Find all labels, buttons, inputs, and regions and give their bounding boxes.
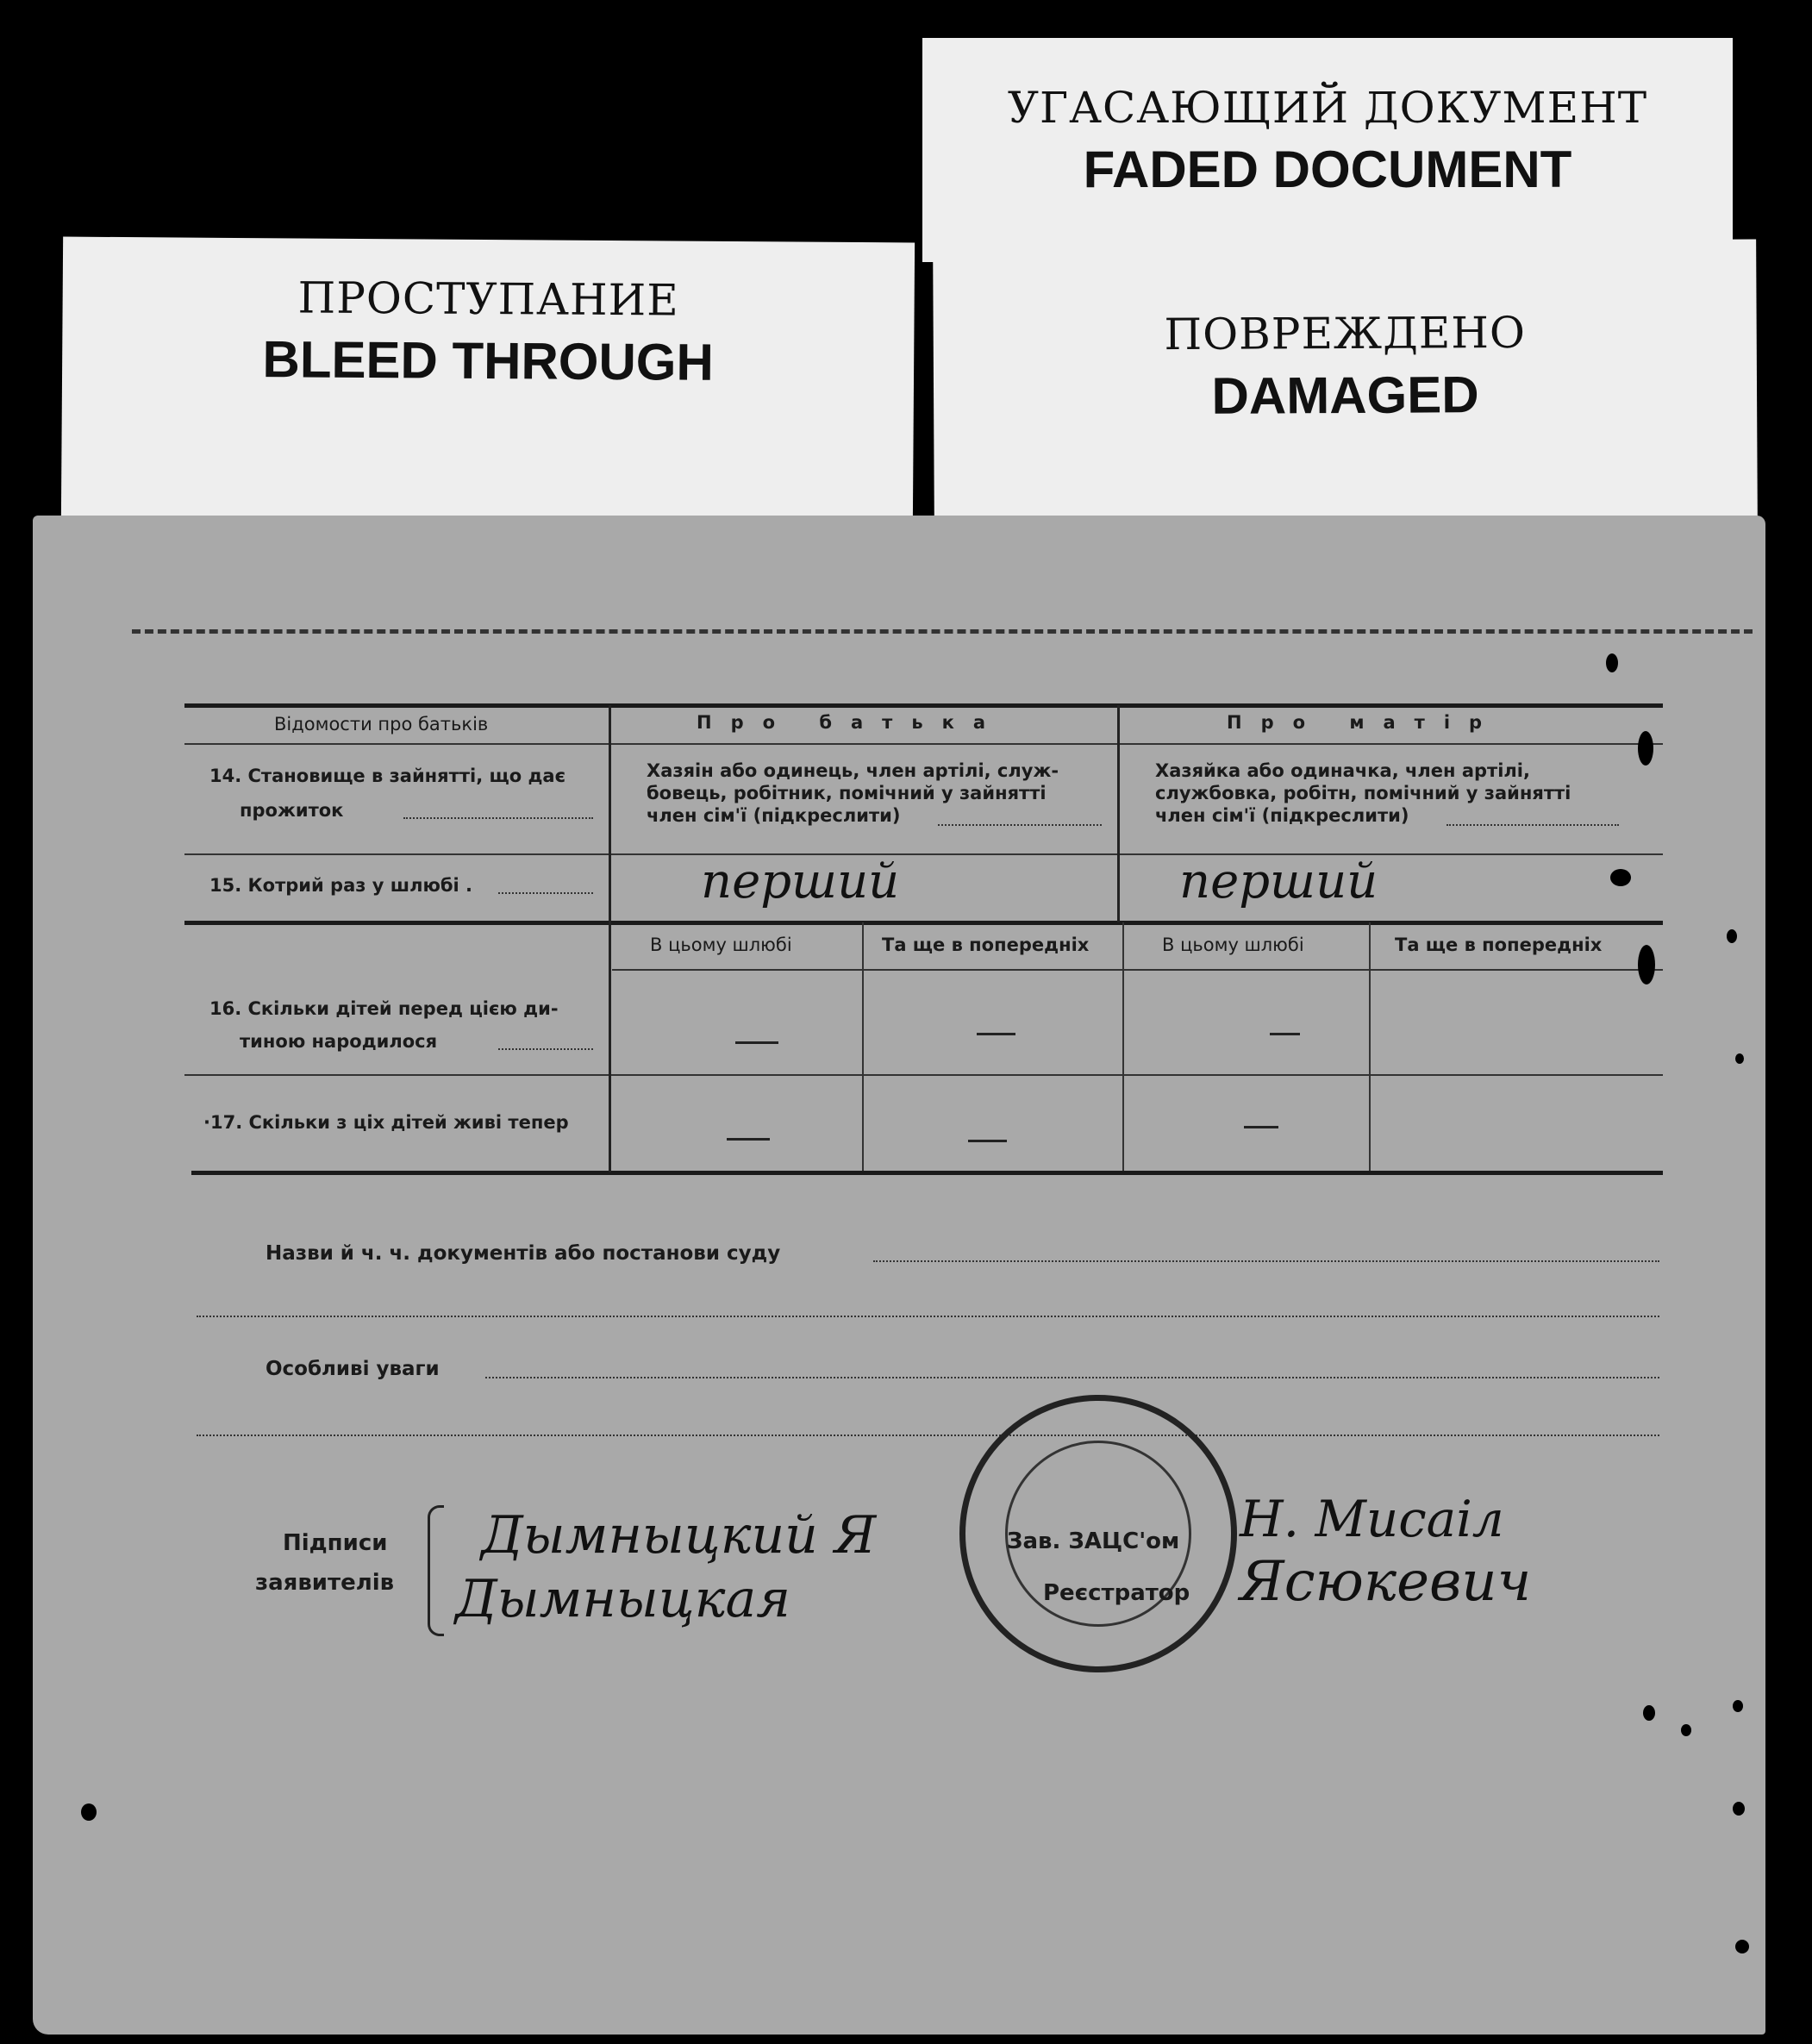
damage-hole [1606,653,1618,672]
faded-document-label [922,38,1733,262]
row15-father-value: перший [701,853,900,909]
damage-hole [81,1803,97,1821]
registrar-label: Реєстратор [1043,1580,1190,1606]
remarks-label: Особливі уваги [266,1358,440,1380]
father-previous-header: Та ще в попередніх [882,934,1090,955]
applicant-signature-2: Дымныцкая [455,1569,790,1629]
table-bottom-rule [191,1171,1663,1175]
signatures-label-line2: заявителів [255,1570,395,1596]
row16-label-line1: 16. Скільки дітей перед цією ди- [209,998,559,1019]
row14-label-line2: прожиток [240,800,344,821]
col-divider-1 [609,705,611,1172]
row14-father-line2: бовець, робітник, помічний у зайнятті [647,783,1047,803]
header-rule [184,743,1663,745]
col-divider-4 [1122,922,1124,1171]
applicant-signature-1: Дымныцкий Я [481,1505,877,1566]
damage-hole [1681,1724,1691,1736]
row17-label: ·17. Скільки з ціх дітей живі тепер [203,1112,569,1133]
row16-label-leader [498,1048,593,1050]
row14-mother-line3: член сім'ї (підкреслити) [1155,805,1409,826]
row14-mother-line2: службовка, робітн, помічний у зайнятті [1155,783,1571,803]
row14-label-leader [403,817,593,819]
bleed-through-label-en: BLEED THROUGH [262,330,715,391]
documents-line-1 [873,1260,1659,1262]
bleed-through-label [61,237,915,528]
row14-mother-leader [1446,824,1619,826]
damage-hole [1638,945,1655,984]
documents-line-2 [197,1316,1659,1317]
table-top-rule [184,703,1663,708]
row17-mother-this-dash [1244,1126,1278,1128]
subheader-rule [612,969,1663,971]
row16-rule [184,1074,1663,1076]
damage-hole [1733,1700,1743,1712]
row14-label-line1: 14. Становище в зайнятті, що дає [209,766,566,786]
damage-hole [1735,1940,1749,1953]
row15-rule [184,921,1663,925]
damage-hole [1727,929,1737,943]
row14-father-line1: Хазяін або одинець, член артілі, служ- [647,760,1059,781]
header-about-mother: Про матір [1227,712,1502,733]
signatures-bracket [428,1505,444,1636]
col-divider-2 [1117,705,1120,922]
header-about-father: Про батька [697,712,1005,733]
bleed-through-label-ru: ПРОСТУПАНИЕ [297,272,679,326]
row14-father-line3: член сім'ї (підкреслити) [647,805,901,826]
damaged-label-ru: ПОВРЕЖДЕНО [1164,307,1527,360]
row16-label-line2: тиною народилося [240,1031,438,1052]
document-sheet [33,516,1765,2035]
row14-rule [184,853,1663,855]
zags-head-signature: Н. Мисаіл [1240,1490,1504,1548]
remarks-line-1 [485,1377,1659,1378]
damage-hole [1610,869,1631,886]
damage-hole [1733,1802,1745,1816]
row17-father-previous-dash [968,1140,1007,1142]
mother-this-marriage-header: В цьому шлюбі [1162,934,1304,955]
damage-hole [1643,1705,1655,1721]
faded-document-label-en: FADED DOCUMENT [1083,141,1572,198]
damaged-label-en: DAMAGED [1211,366,1479,425]
row15-label-leader [498,892,593,894]
row14-father-leader [938,824,1102,826]
documents-label: Назви й ч. ч. документів або постанови суду [266,1242,781,1265]
father-this-marriage-header: В цьому шлюбі [650,934,792,955]
col-divider-5 [1369,922,1371,1171]
faded-document-label-ru: УГАСАЮЩИЙ ДОКУМЕНТ [1007,83,1648,133]
zags-head-label: Зав. ЗАЦС'ом [1007,1528,1180,1554]
row14-mother-line1: Хазяйка або одиначка, член артілі, [1155,760,1530,781]
row17-father-this-dash [727,1138,770,1141]
row15-label: 15. Котрий раз у шлюбі . [209,875,473,896]
perforation-line [132,629,1753,634]
row16-father-previous-dash [977,1033,1015,1035]
row16-mother-this-dash [1270,1033,1300,1035]
remarks-line-2 [197,1435,1659,1436]
mother-previous-header: Та ще в попередніх [1395,934,1603,955]
damage-hole [1638,731,1653,766]
signatures-label-line1: Підписи [283,1530,388,1556]
row15-mother-value: перший [1179,853,1378,909]
row16-father-this-dash [735,1041,778,1044]
registrar-signature: Ясюкевич [1240,1550,1532,1614]
header-parents-info: Відомости про батьків [274,714,489,734]
damaged-label [933,240,1758,528]
damage-hole [1735,1053,1744,1064]
col-divider-3 [862,922,864,1171]
